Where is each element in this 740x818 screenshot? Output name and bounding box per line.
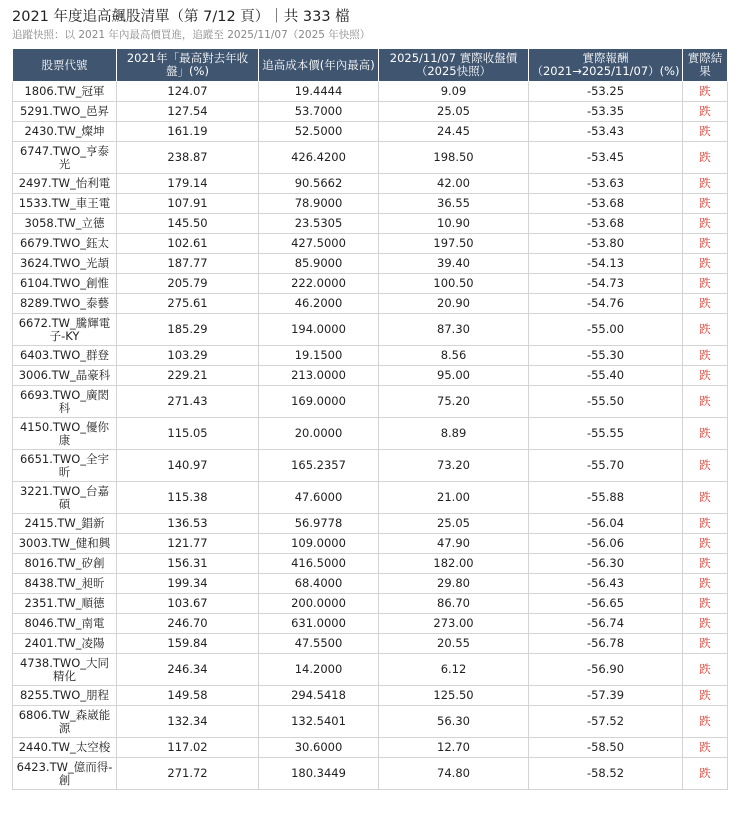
cell-result: 跌 (683, 386, 728, 418)
cell-stock-code: 1806.TW_冠軍 (13, 82, 117, 102)
cell-close: 21.00 (379, 482, 529, 514)
cell-cost: 180.3449 (259, 758, 379, 790)
cell-close: 56.30 (379, 706, 529, 738)
cell-return: -53.68 (529, 194, 683, 214)
cell-result: 跌 (683, 234, 728, 254)
table-row (13, 514, 728, 534)
cell-close: 42.00 (379, 174, 529, 194)
cell-result: 跌 (683, 514, 728, 534)
cell-close: 8.56 (379, 346, 529, 366)
cell-close: 25.05 (379, 102, 529, 122)
cell-close: 20.55 (379, 634, 529, 654)
cell-result: 跌 (683, 174, 728, 194)
cell-cost: 416.5000 (259, 554, 379, 574)
cell-pct: 107.91 (117, 194, 259, 214)
cell-stock-code: 5291.TWO_邑昇 (13, 102, 117, 122)
column-header-return[interactable]: 實際報酬（2021→2025/11/07）(%) (529, 49, 683, 82)
cell-stock-code: 2401.TW_凌陽 (13, 634, 117, 654)
cell-cost: 194.0000 (259, 314, 379, 346)
cell-cost: 23.5305 (259, 214, 379, 234)
cell-cost: 78.9000 (259, 194, 379, 214)
column-header-pct[interactable]: 2021年「最高對去年收盤」(%) (117, 49, 259, 82)
cell-cost: 30.6000 (259, 738, 379, 758)
cell-return: -54.76 (529, 294, 683, 314)
cell-cost: 85.9000 (259, 254, 379, 274)
cell-pct: 246.34 (117, 654, 259, 686)
cell-result: 跌 (683, 758, 728, 790)
cell-pct: 115.38 (117, 482, 259, 514)
cell-cost: 47.6000 (259, 482, 379, 514)
cell-pct: 103.67 (117, 594, 259, 614)
cell-result: 跌 (683, 594, 728, 614)
table-header-row (13, 49, 728, 82)
cell-stock-code: 6403.TWO_群登 (13, 346, 117, 366)
cell-return: -54.13 (529, 254, 683, 274)
cell-cost: 56.9778 (259, 514, 379, 534)
cell-pct: 156.31 (117, 554, 259, 574)
cell-return: -55.70 (529, 450, 683, 482)
cell-cost: 53.7000 (259, 102, 379, 122)
cell-return: -53.68 (529, 214, 683, 234)
cell-result: 跌 (683, 254, 728, 274)
cell-pct: 121.77 (117, 534, 259, 554)
table-row (13, 294, 728, 314)
cell-stock-code: 2497.TW_怡利電 (13, 174, 117, 194)
cell-result: 跌 (683, 418, 728, 450)
cell-close: 75.20 (379, 386, 529, 418)
cell-pct: 159.84 (117, 634, 259, 654)
cell-stock-code: 6651.TWO_全宇昕 (13, 450, 117, 482)
cell-cost: 222.0000 (259, 274, 379, 294)
table-row (13, 254, 728, 274)
table-row (13, 738, 728, 758)
cell-stock-code: 4150.TWO_優你康 (13, 418, 117, 450)
cell-pct: 102.61 (117, 234, 259, 254)
table-row (13, 314, 728, 346)
cell-result: 跌 (683, 142, 728, 174)
cell-result: 跌 (683, 574, 728, 594)
cell-close: 9.09 (379, 82, 529, 102)
cell-stock-code: 8046.TW_南電 (13, 614, 117, 634)
table-row (13, 234, 728, 254)
cell-close: 273.00 (379, 614, 529, 634)
cell-pct: 187.77 (117, 254, 259, 274)
cell-close: 39.40 (379, 254, 529, 274)
cell-cost: 19.4444 (259, 82, 379, 102)
cell-return: -56.65 (529, 594, 683, 614)
cell-stock-code: 4738.TWO_大同精化 (13, 654, 117, 686)
table-row (13, 418, 728, 450)
cell-return: -55.00 (529, 314, 683, 346)
table-row (13, 174, 728, 194)
table-row (13, 634, 728, 654)
cell-stock-code: 8289.TWO_泰藝 (13, 294, 117, 314)
table-row (13, 450, 728, 482)
table-row (13, 366, 728, 386)
cell-cost: 90.5662 (259, 174, 379, 194)
cell-close: 24.45 (379, 122, 529, 142)
cell-result: 跌 (683, 482, 728, 514)
cell-return: -53.35 (529, 102, 683, 122)
cell-return: -53.45 (529, 142, 683, 174)
cell-pct: 136.53 (117, 514, 259, 534)
cell-stock-code: 6672.TW_騰輝電子-KY (13, 314, 117, 346)
cell-result: 跌 (683, 82, 728, 102)
cell-return: -56.74 (529, 614, 683, 634)
cell-cost: 47.5500 (259, 634, 379, 654)
cell-return: -56.04 (529, 514, 683, 534)
table-body (13, 82, 728, 790)
table-row (13, 122, 728, 142)
cell-stock-code: 3006.TW_晶豪科 (13, 366, 117, 386)
cell-stock-code: 8255.TWO_朋程 (13, 686, 117, 706)
table-row (13, 758, 728, 790)
cell-close: 197.50 (379, 234, 529, 254)
cell-cost: 165.2357 (259, 450, 379, 482)
cell-pct: 132.34 (117, 706, 259, 738)
cell-cost: 200.0000 (259, 594, 379, 614)
cell-result: 跌 (683, 274, 728, 294)
table-row (13, 574, 728, 594)
cell-result: 跌 (683, 122, 728, 142)
cell-cost: 213.0000 (259, 366, 379, 386)
cell-return: -57.52 (529, 706, 683, 738)
cell-close: 20.90 (379, 294, 529, 314)
cell-stock-code: 1533.TW_車王電 (13, 194, 117, 214)
table-row (13, 102, 728, 122)
cell-result: 跌 (683, 346, 728, 366)
cell-return: -53.43 (529, 122, 683, 142)
cell-return: -55.40 (529, 366, 683, 386)
cell-cost: 169.0000 (259, 386, 379, 418)
column-header-cost[interactable]: 追高成本價(年內最高) (259, 49, 379, 82)
cell-cost: 20.0000 (259, 418, 379, 450)
table-row (13, 214, 728, 234)
cell-pct: 185.29 (117, 314, 259, 346)
table-row (13, 482, 728, 514)
cell-result: 跌 (683, 554, 728, 574)
column-header-code[interactable]: 股票代號 (13, 49, 117, 82)
page-title: 2021 年度追高飆股清單（第 7/12 頁）｜共 333 檔 (12, 9, 350, 25)
cell-cost: 14.2000 (259, 654, 379, 686)
cell-result: 跌 (683, 706, 728, 738)
cell-stock-code: 6679.TWO_鈺太 (13, 234, 117, 254)
cell-result: 跌 (683, 654, 728, 686)
cell-return: -58.52 (529, 758, 683, 790)
cell-stock-code: 6747.TWO_亨泰光 (13, 142, 117, 174)
cell-return: -56.30 (529, 554, 683, 574)
cell-cost: 46.2000 (259, 294, 379, 314)
cell-return: -55.50 (529, 386, 683, 418)
cell-close: 29.80 (379, 574, 529, 594)
cell-pct: 145.50 (117, 214, 259, 234)
cell-pct: 115.05 (117, 418, 259, 450)
table-row (13, 706, 728, 738)
cell-result: 跌 (683, 194, 728, 214)
cell-stock-code: 3058.TW_立德 (13, 214, 117, 234)
table-row (13, 274, 728, 294)
cell-return: -56.06 (529, 534, 683, 554)
cell-result: 跌 (683, 534, 728, 554)
cell-stock-code: 8438.TW_昶昕 (13, 574, 117, 594)
table-row (13, 534, 728, 554)
cell-result: 跌 (683, 314, 728, 346)
cell-stock-code: 2430.TW_燦坤 (13, 122, 117, 142)
cell-pct: 127.54 (117, 102, 259, 122)
cell-stock-code: 2415.TW_錩新 (13, 514, 117, 534)
cell-close: 36.55 (379, 194, 529, 214)
table-row (13, 554, 728, 574)
table-row (13, 82, 728, 102)
cell-return: -56.43 (529, 574, 683, 594)
table-row (13, 142, 728, 174)
cell-result: 跌 (683, 366, 728, 386)
cell-stock-code: 6104.TWO_創惟 (13, 274, 117, 294)
cell-cost: 68.4000 (259, 574, 379, 594)
page-subtitle: 追蹤快照：以 2021 年內最高價買進，追蹤至 2025/11/07（2025 年快照） (12, 29, 371, 41)
cell-return: -55.88 (529, 482, 683, 514)
cell-close: 125.50 (379, 686, 529, 706)
cell-return: -54.73 (529, 274, 683, 294)
cell-result: 跌 (683, 450, 728, 482)
cell-close: 100.50 (379, 274, 529, 294)
cell-stock-code: 3221.TWO_台嘉碩 (13, 482, 117, 514)
cell-return: -53.25 (529, 82, 683, 102)
cell-close: 10.90 (379, 214, 529, 234)
cell-close: 182.00 (379, 554, 529, 574)
cell-return: -55.30 (529, 346, 683, 366)
cell-cost: 631.0000 (259, 614, 379, 634)
cell-pct: 117.02 (117, 738, 259, 758)
cell-close: 8.89 (379, 418, 529, 450)
cell-stock-code: 3003.TW_健和興 (13, 534, 117, 554)
cell-result: 跌 (683, 214, 728, 234)
cell-return: -56.78 (529, 634, 683, 654)
cell-result: 跌 (683, 294, 728, 314)
cell-result: 跌 (683, 634, 728, 654)
cell-pct: 140.97 (117, 450, 259, 482)
cell-result: 跌 (683, 686, 728, 706)
table-row (13, 614, 728, 634)
cell-close: 73.20 (379, 450, 529, 482)
cell-cost: 427.5000 (259, 234, 379, 254)
cell-pct: 161.19 (117, 122, 259, 142)
cell-result: 跌 (683, 102, 728, 122)
cell-cost: 52.5000 (259, 122, 379, 142)
cell-close: 25.05 (379, 514, 529, 534)
cell-cost: 132.5401 (259, 706, 379, 738)
cell-stock-code: 3624.TWO_光頡 (13, 254, 117, 274)
table-row (13, 386, 728, 418)
cell-pct: 103.29 (117, 346, 259, 366)
cell-pct: 205.79 (117, 274, 259, 294)
cell-return: -58.50 (529, 738, 683, 758)
cell-stock-code: 2440.TW_太空梭 (13, 738, 117, 758)
cell-stock-code: 6806.TW_森崴能源 (13, 706, 117, 738)
cell-close: 12.70 (379, 738, 529, 758)
cell-return: -55.55 (529, 418, 683, 450)
cell-stock-code: 6423.TW_億而得-創 (13, 758, 117, 790)
cell-pct: 229.21 (117, 366, 259, 386)
cell-pct: 271.72 (117, 758, 259, 790)
cell-cost: 426.4200 (259, 142, 379, 174)
cell-return: -53.80 (529, 234, 683, 254)
cell-pct: 238.87 (117, 142, 259, 174)
cell-pct: 275.61 (117, 294, 259, 314)
table-row (13, 346, 728, 366)
table-row (13, 594, 728, 614)
table-row (13, 686, 728, 706)
cell-return: -57.39 (529, 686, 683, 706)
cell-return: -56.90 (529, 654, 683, 686)
cell-cost: 109.0000 (259, 534, 379, 554)
cell-stock-code: 8016.TW_矽創 (13, 554, 117, 574)
cell-pct: 271.43 (117, 386, 259, 418)
stock-table (12, 48, 728, 790)
cell-pct: 199.34 (117, 574, 259, 594)
cell-close: 6.12 (379, 654, 529, 686)
cell-cost: 294.5418 (259, 686, 379, 706)
cell-close: 87.30 (379, 314, 529, 346)
cell-stock-code: 2351.TW_順德 (13, 594, 117, 614)
cell-stock-code: 6693.TWO_廣閎科 (13, 386, 117, 418)
cell-pct: 179.14 (117, 174, 259, 194)
table-row (13, 194, 728, 214)
cell-return: -53.63 (529, 174, 683, 194)
cell-result: 跌 (683, 614, 728, 634)
cell-pct: 246.70 (117, 614, 259, 634)
cell-close: 74.80 (379, 758, 529, 790)
column-header-result[interactable]: 實際結果 (683, 49, 728, 82)
cell-pct: 124.07 (117, 82, 259, 102)
cell-close: 86.70 (379, 594, 529, 614)
table-row (13, 654, 728, 686)
cell-cost: 19.1500 (259, 346, 379, 366)
cell-pct: 149.58 (117, 686, 259, 706)
cell-result: 跌 (683, 738, 728, 758)
cell-close: 198.50 (379, 142, 529, 174)
column-header-close[interactable]: 2025/11/07 實際收盤價（2025快照） (379, 49, 529, 82)
cell-close: 47.90 (379, 534, 529, 554)
cell-close: 95.00 (379, 366, 529, 386)
